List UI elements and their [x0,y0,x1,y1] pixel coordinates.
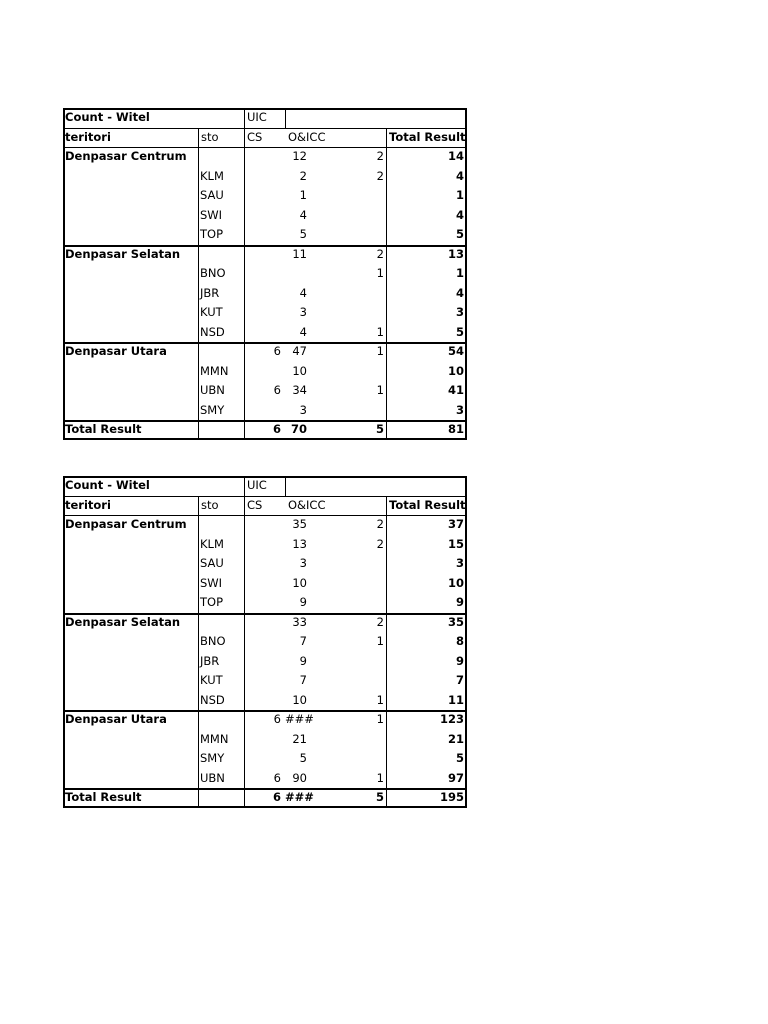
sto-code: SAU [200,556,224,570]
sto-row [63,632,467,652]
territory-name: Denpasar Centrum [65,149,187,163]
blank-column-value: 5 [375,790,384,804]
oicc-value: 11 [292,246,307,261]
grand-total-label: Total Result [65,422,142,436]
total-value: 8 [455,634,464,648]
total-value: 3 [455,402,464,417]
total-value: 41 [447,383,464,397]
pivot-table-2 [63,476,467,808]
grid-line [63,613,467,615]
grand-total-row [63,420,467,440]
cs-value [245,574,281,594]
blank-column-value [309,186,384,206]
sto-code: NSD [200,324,225,339]
column-header-total: Total Result [389,129,466,144]
column-header-sto: sto [201,497,219,512]
total-value: 4 [455,168,464,183]
sto-row [63,362,467,382]
sto-code: NSD [200,692,225,707]
sto-code: JBR [200,285,220,300]
blank-column-value [309,593,384,613]
blank-column-value [309,730,384,750]
sto-row [63,652,467,672]
sto-row [63,323,467,343]
cs-value: 6 [273,383,281,397]
cs-value [245,749,281,769]
pivot-header-row [63,108,467,128]
sto-code: KUT [200,305,223,319]
sto-code: JBR [200,653,220,668]
cs-value [245,554,281,574]
blank-column-value: 1 [376,344,384,358]
sto-row [63,186,467,206]
blank-column-value: 1 [376,692,384,707]
sto-code: UBN [200,770,225,785]
sto-row [63,225,467,245]
blank-column-value [309,206,384,226]
cs-value [245,303,281,323]
sto-row [63,303,467,323]
cs-value [245,245,281,265]
cs-value [245,206,281,226]
column-header-oicc: O&ICC [288,497,326,512]
oicc-value: 7 [299,673,307,687]
oicc-value: 3 [299,305,307,319]
sto-row [63,593,467,613]
territory-subtotal-row [63,342,467,362]
column-header-blank [309,128,386,148]
oicc-value: 5 [299,227,307,241]
sto-row [63,554,467,574]
sto-code: BNO [200,634,226,648]
cs-value [245,167,281,187]
oicc-value: 9 [299,595,307,609]
grid-line [244,108,245,440]
oicc-value: 3 [299,402,307,417]
grid-line [285,108,286,128]
territory-name: Denpasar Centrum [65,517,187,531]
total-value: 4 [455,285,464,300]
total-value: 5 [455,227,464,241]
cs-value [245,613,281,633]
cs-value [245,515,281,535]
blank-column-value: 2 [376,517,384,531]
grid-line [63,128,467,129]
sto-row [63,671,467,691]
cs-value [245,323,281,343]
cs-value [245,632,281,652]
territory-subtotal-row [63,710,467,730]
sto-row [63,535,467,555]
cs-value [245,225,281,245]
sto-code: KLM [200,168,224,183]
sto-code: UBN [200,383,225,397]
total-value: 97 [447,770,464,785]
oicc-value: ### [285,790,314,804]
sto-code: MMN [200,731,229,746]
column-header-cs: CS [247,497,263,512]
oicc-value: 9 [299,653,307,668]
grid-line [386,128,387,440]
total-value: 9 [455,595,464,609]
oicc-value: 47 [292,344,307,358]
cs-value [245,147,281,167]
blank-column-value [309,401,384,421]
column-header-teritori: teritori [65,497,111,512]
total-value: 7 [455,673,464,687]
total-value: 37 [447,517,464,531]
pivot-header-row [63,476,467,496]
territory-name: Denpasar Utara [65,344,167,358]
blank-column-value [309,574,384,594]
grand-total-row [63,788,467,808]
oicc-value: 33 [292,614,307,629]
oicc-value: 90 [292,770,307,785]
blank-column-value [309,225,384,245]
total-value: 1 [455,266,464,280]
sto-row [63,381,467,401]
sto-code: TOP [200,595,224,609]
total-value: 13 [447,246,464,261]
blank-column-value: 5 [375,422,384,436]
column-header-total: Total Result [389,497,466,512]
blank-column-value: 1 [376,383,384,397]
uic-label: UIC [247,478,267,492]
total-value: 15 [447,536,464,551]
cs-value [245,691,281,711]
cs-value [245,264,281,284]
blank-column-value [309,362,384,382]
oicc-value: 7 [299,634,307,648]
oicc-value [285,264,307,284]
territory-name: Denpasar Selatan [65,614,181,629]
sto-code: TOP [200,227,224,241]
oicc-value: 4 [299,285,307,300]
oicc-value: 35 [292,517,307,531]
cs-value: 6 [272,422,281,436]
total-value: 11 [447,692,464,707]
sto-code: KLM [200,536,224,551]
total-value: 9 [455,653,464,668]
cs-value [245,535,281,555]
blank-column-value: 1 [376,324,384,339]
sto-code: BNO [200,266,226,280]
uic-label: UIC [247,110,267,124]
sto-code: SWI [200,575,223,590]
total-value: 5 [455,324,464,339]
column-header-teritori: teritori [65,129,111,144]
pivot-table-1 [63,108,467,440]
total-value: 10 [447,363,464,378]
cs-value: 6 [273,770,281,785]
cs-value: 6 [272,790,281,804]
blank-column-value: 2 [376,246,384,261]
total-value: 195 [439,790,464,804]
cs-value [245,652,281,672]
sto-row [63,730,467,750]
total-value: 3 [455,556,464,570]
sto-code: SWI [200,207,223,222]
grid-line [63,245,467,247]
territory-subtotal-row [63,515,467,535]
cs-value [245,186,281,206]
oicc-value: 5 [299,751,307,765]
column-header-blank [309,496,386,516]
oicc-value: 2 [299,168,307,183]
territory-subtotal-row [63,245,467,265]
cs-value [245,284,281,304]
sto-code: MMN [200,363,229,378]
column-header-oicc: O&ICC [288,129,326,144]
sto-row [63,749,467,769]
territory-subtotal-row [63,147,467,167]
sto-row [63,264,467,284]
grid-line [63,420,467,422]
blank-column-value [309,652,384,672]
grand-total-label: Total Result [65,790,142,804]
cs-value [245,730,281,750]
column-header-row [63,496,467,516]
column-header-sto: sto [201,129,219,144]
total-value: 123 [439,712,464,726]
blank-column-value: 1 [376,634,384,648]
grid-line [63,710,467,712]
grid-line [63,496,467,497]
oicc-value: 13 [292,536,307,551]
sto-code: SAU [200,188,224,202]
total-value: 1 [455,188,464,202]
cs-value: 6 [273,344,281,358]
count-label: Count - Witel [65,110,150,124]
blank-column-value [309,303,384,323]
total-value: 21 [447,731,464,746]
oicc-value: 70 [290,422,307,436]
count-label: Count - Witel [65,478,150,492]
grid-line [198,128,199,440]
sto-row [63,401,467,421]
sto-code: SMY [200,751,225,765]
oicc-value: 3 [299,556,307,570]
oicc-value: 21 [292,731,307,746]
blank-column-value [309,749,384,769]
grid-line [63,342,467,344]
total-value: 81 [447,422,464,436]
grid-line [63,788,467,790]
sto-row [63,206,467,226]
grid-line [285,476,286,496]
cs-value [245,671,281,691]
oicc-value: 10 [292,575,307,590]
oicc-value: 10 [292,363,307,378]
total-value: 4 [455,207,464,222]
blank-column-value: 2 [376,149,384,163]
oicc-value: 4 [299,324,307,339]
grid-line [244,476,245,808]
oicc-value: 34 [292,383,307,397]
cs-value: 6 [273,712,281,726]
total-value: 14 [447,149,464,163]
blank-column-value: 1 [376,266,384,280]
total-value: 5 [455,751,464,765]
oicc-value: 4 [299,207,307,222]
total-value: 35 [447,614,464,629]
blank-column-value: 1 [376,770,384,785]
total-value: 54 [447,344,464,358]
territory-name: Denpasar Utara [65,712,167,726]
cs-value [245,401,281,421]
blank-column-value [309,554,384,574]
sto-code: SMY [200,402,225,417]
oicc-value: ### [285,712,314,726]
total-value: 10 [447,575,464,590]
grid-line [63,515,467,516]
territory-name: Denpasar Selatan [65,246,181,261]
oicc-value: 10 [292,692,307,707]
sto-row [63,574,467,594]
cs-value [245,593,281,613]
territory-subtotal-row [63,613,467,633]
sto-row [63,167,467,187]
cs-value [245,362,281,382]
blank-column-value: 2 [376,168,384,183]
column-header-row [63,128,467,148]
sto-row [63,284,467,304]
grid-line [63,147,467,148]
sto-row [63,691,467,711]
blank-column-value [309,284,384,304]
grid-line [386,496,387,808]
sto-row [63,769,467,789]
sto-code: KUT [200,673,223,687]
column-header-cs: CS [247,129,263,144]
blank-column-value: 2 [376,536,384,551]
grid-line [198,496,199,808]
oicc-value: 12 [292,149,307,163]
total-value: 3 [455,305,464,319]
blank-column-value [309,671,384,691]
blank-column-value: 2 [376,614,384,629]
blank-column-value: 1 [376,712,384,726]
oicc-value: 1 [299,188,307,202]
